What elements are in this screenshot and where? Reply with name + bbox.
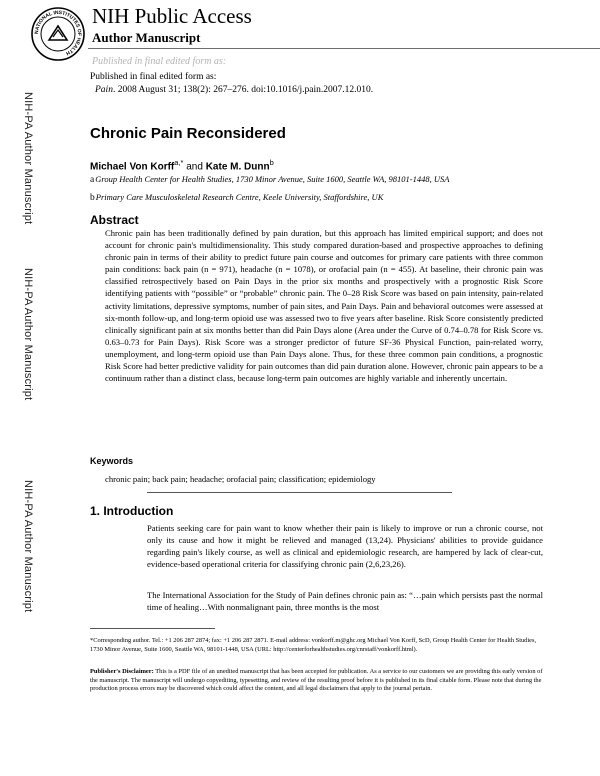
nih-public-access-title: NIH Public Access: [92, 4, 252, 28]
section-divider: [147, 492, 452, 493]
affiliation-a: [90, 174, 449, 185]
introduction-paragraph-2: The International Association for the Study of Pain defines chronic pain as: “…pain which persists past the normal time of healing…With nonmalignant pain, three months is the most: [147, 590, 543, 613]
journal-name: Pain: [95, 85, 113, 95]
publisher-disclaimer: [90, 668, 545, 694]
abstract-body: Chronic pain has been traditionally defined by pain duration, but this approach has limited empirical support; and does not account for chronic pain's multidimensionality. This study compared duration-based and prospective approaches to defining chronic pain in terms of their ability to predict future pain course and outcomes for primary care patients with three common pain conditions: back pain (n = 971), headache (n = 1078), or orofacial pain (n = 455). At baseline, their chronic pain was classified retrospectively based on Pain Days in the prior six months and prospectively with a prognostic Risk Score identifying patients with “possible” or “probable” chronic pain. The 0–28 Risk Score was based on pain intensity, pain-related activity limitations, depressive symptoms, number of pain sites, and Pain Days. Pain and behavioral outcomes were assessed at six-month follow-up, and long-term opioid use was assessed two to five years after baseline. Risk Score consistently predicted clinically significant pain at six months better than did Pain Days alone (Area under the Curve of 0.74–0.78 for Risk Score vs. 0.63–0.73 for Pain Days). Risk Score was a stronger predictor of future SF-36 Physical Function, pain-related worry, unemployment, and long-term opioid use than Pain Days alone. Thus, for these three common pain conditions, a prognostic Risk Score had better predictive validity for pain outcomes than did pain duration alone. However, chronic pain appears to be a continuum rather than a distinct class, because long-term pain outcomes are highly variable and inherently uncertain.: [105, 228, 543, 384]
author-1: Michael Von Korff: [90, 161, 175, 173]
side-stamp-bottom: NIH-PA Author Manuscript: [22, 480, 34, 613]
introduction-heading: 1. Introduction: [90, 504, 174, 518]
published-label: Published in final edited form as:: [90, 72, 217, 82]
author-joiner: and: [183, 161, 206, 173]
affiliation-b-text: Primary Care Musculoskeletal Research Centre, Keele University, Staffordshire, UK: [95, 192, 384, 202]
footnote-divider: [90, 628, 215, 629]
introduction-paragraph-1: Patients seeking care for pain want to know whether their pain is likely to improve or run a chronic course, not only its cause and how it might be relieved and managed (13,24). Physicians' abilities to provide guidance regarding pain's likely course, as well as clinical and epidemiologic research, are hampered by lack of clear-cut, evidence-based operational criteria for classifying chronic pain (2,6,23,26).: [147, 523, 543, 570]
affiliation-b-marker: b: [90, 193, 95, 203]
citation: [95, 85, 373, 95]
disclaimer-label: Publisher's Disclaimer:: [90, 668, 154, 675]
author-1-marker: a,*: [174, 158, 184, 167]
keywords-list: chronic pain; back pain; headache; orofacial pain; classification; epidemiology: [105, 474, 376, 484]
affiliation-a-marker: a: [90, 175, 95, 185]
affiliation-a-text: Group Health Center for Health Studies, 1730 Minor Avenue, Suite 1600, Seattle WA, 98101-1448, USA: [95, 174, 450, 184]
header-divider: [88, 48, 600, 49]
author-manuscript-subtitle: Author Manuscript: [92, 30, 201, 45]
author-2-marker: b: [269, 158, 274, 167]
affiliation-b: [90, 192, 383, 203]
abstract-heading: Abstract: [90, 213, 139, 227]
article-title: Chronic Pain Reconsidered: [90, 125, 286, 142]
side-stamp-top: NIH-PA Author Manuscript: [22, 92, 34, 225]
disclaimer-text: This is a PDF file of an unedited manuscript that has been accepted for publication. As a service to our customers we are providing this early version of the manuscript. The manuscript will undergo copyediting, typesetting, and review of the resulting proof before it is published in its final citable form. Please note that during the production process errors may be discovered which could affect the content, and all legal disclaimers that apply to the journal pertain.: [90, 668, 543, 693]
keywords-heading: Keywords: [90, 456, 134, 466]
author-2: Kate M. Dunn: [205, 161, 270, 173]
nih-seal-logo: [30, 6, 86, 62]
header-faded-note: Published in final edited form as:: [92, 56, 227, 67]
citation-details: . 2008 August 31; 138(2): 267–276. doi:10.1016/j.pain.2007.12.010.: [112, 85, 374, 95]
corresponding-author-footnote: *Corresponding author. Tel.: +1 206 287 2874; fax: +1 206 287 2871. E-mail address: vonkorff.m@ghc.org Michael Von Korff, ScD, Group Health Center for Health Studies, 1730 Minor Avenue, Suite 1600, Seattle WA, 98101-1448, USA (URL: http://centerforhealthstudies.org/cnrstaff/vonkorff.html).: [90, 637, 537, 653]
side-stamp-middle: NIH-PA Author Manuscript: [22, 268, 34, 401]
seal-text: NATIONAL INSTITUTES OF HEALTH: [33, 9, 83, 57]
author-line: [90, 158, 274, 172]
